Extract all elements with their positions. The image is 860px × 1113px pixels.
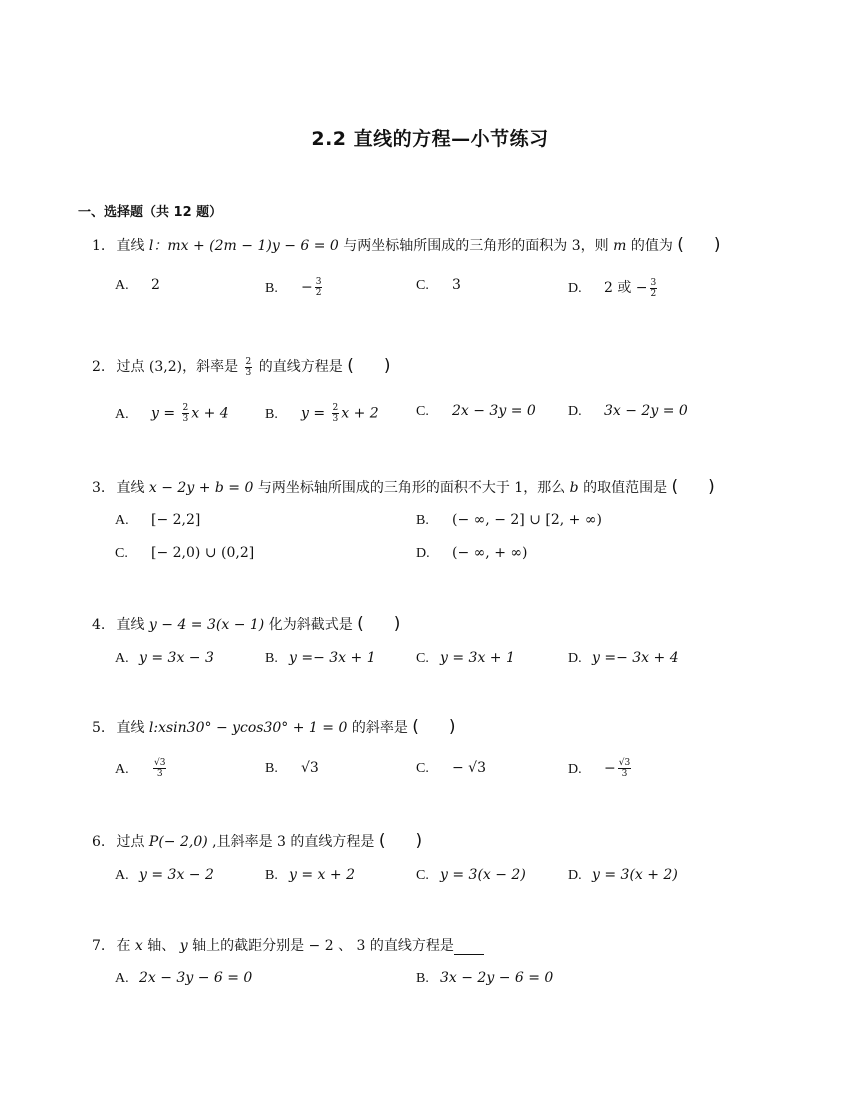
option-c: C. y = 3x + 1 bbox=[416, 650, 515, 666]
question-stem: 化为斜截式是 bbox=[264, 617, 353, 633]
option-a: A. [− 2,2] bbox=[115, 512, 201, 528]
option-d: D. − $\frac{√3}{3}$ bbox=[568, 758, 631, 779]
option-d: D. y =− 3x + 4 bbox=[568, 650, 679, 666]
fraction: $\frac{3}{2}$ bbox=[315, 277, 322, 298]
question-4 bbox=[92, 614, 400, 634]
equation: l:xsin30° − ycos30° + 1 = 0 bbox=[148, 720, 348, 736]
option-a: A. y = 3x − 3 bbox=[115, 650, 214, 666]
option-d: D. (− ∞, + ∞) bbox=[416, 545, 528, 561]
answer-bracket: ( ) bbox=[671, 477, 715, 497]
fraction: $\frac{2}{3}$ bbox=[245, 356, 252, 378]
answer-bracket: ( ) bbox=[412, 717, 456, 737]
variable: y bbox=[179, 938, 188, 954]
question-number: 7. bbox=[92, 938, 106, 954]
option-c: C. [− 2,0) ∪ (0,2] bbox=[115, 545, 255, 561]
option-c: C. − √3 bbox=[416, 760, 487, 776]
question-number: 1. bbox=[92, 238, 106, 254]
equation: x − 2y + b = 0 bbox=[148, 480, 254, 496]
fraction: $\frac{3}{2}$ bbox=[650, 277, 657, 299]
question-stem: 的直线方程是 bbox=[254, 359, 343, 375]
question-7 bbox=[92, 935, 484, 955]
variable: x bbox=[134, 938, 143, 954]
option-b: B. − $\frac{3}{2}$ bbox=[265, 277, 322, 298]
answer-bracket: ( ) bbox=[357, 614, 401, 634]
question-stem: 直线 bbox=[116, 617, 149, 633]
option-a: A. 2 bbox=[115, 277, 160, 293]
question-stem: 的值为 bbox=[626, 238, 673, 254]
option-d: D. 2 或 − $\frac{3}{2}$ bbox=[568, 277, 657, 299]
option-c: C. y = 3(x − 2) bbox=[416, 867, 526, 883]
answer-bracket: ( ) bbox=[378, 831, 423, 851]
answer-blank bbox=[454, 940, 484, 955]
question-stem: 直线 bbox=[116, 238, 149, 254]
fraction: $\frac{√3}{3}$ bbox=[154, 758, 166, 779]
question-stem: 直线 bbox=[116, 480, 149, 496]
option-a: A. y = $\frac{2}{3}$ x + 4 bbox=[115, 403, 229, 424]
answer-bracket: ( ) bbox=[677, 235, 721, 255]
question-stem: 的取值范围是 bbox=[578, 480, 668, 496]
question-stem: 直线 bbox=[116, 720, 149, 736]
question-stem: 的斜率是 bbox=[347, 720, 408, 736]
option-d: D. y = 3(x + 2) bbox=[568, 867, 678, 883]
question-stem: 轴上的截距分别是 − 2 、 3 的直线方程是 bbox=[187, 938, 454, 954]
option-b: B. √3 bbox=[265, 760, 319, 776]
question-number: 4. bbox=[92, 617, 106, 633]
option-d: D. 3x − 2y = 0 bbox=[568, 403, 688, 419]
question-stem: 与两坐标轴所围成的三角形的面积为 3，则 bbox=[338, 238, 614, 254]
option-a: A. $\frac{√3}{3}$ bbox=[115, 758, 166, 779]
question-stem: ,且斜率是 3 的直线方程是 bbox=[207, 834, 375, 850]
option-a: A. y = 3x − 2 bbox=[115, 867, 214, 883]
equation: y − 4 = 3(x − 1) bbox=[148, 617, 265, 633]
option-b: B. y =− 3x + 1 bbox=[265, 650, 376, 666]
question-number: 3. bbox=[92, 480, 106, 496]
fraction: $\frac{√3}{3}$ bbox=[618, 758, 631, 779]
question-stem: 轴、 bbox=[142, 938, 180, 954]
option-c: C. 3 bbox=[416, 277, 461, 293]
variable: b bbox=[569, 480, 579, 496]
question-number: 6. bbox=[92, 834, 106, 850]
page-title: 2.2 直线的方程—小节练习 bbox=[311, 128, 549, 150]
equation: P(− 2,0) bbox=[148, 834, 208, 850]
question-stem: 过点 (3,2)，斜率是 bbox=[116, 359, 243, 375]
option-b: B. y = $\frac{2}{3}$ x + 2 bbox=[265, 403, 379, 424]
question-5 bbox=[92, 717, 456, 737]
option-c: C. 2x − 3y = 0 bbox=[416, 403, 536, 419]
option-b: B. 3x − 2y − 6 = 0 bbox=[416, 970, 554, 986]
answer-bracket: ( ) bbox=[347, 356, 391, 376]
fraction: $\frac{2}{3}$ bbox=[332, 403, 339, 424]
variable: m bbox=[613, 238, 627, 254]
equation: l：mx + (2m − 1)y − 6 = 0 bbox=[148, 238, 339, 254]
question-6 bbox=[92, 831, 422, 851]
section-heading: 一、选择题（共 12 题） bbox=[78, 205, 223, 220]
question-2 bbox=[92, 356, 390, 378]
question-number: 2. bbox=[92, 359, 106, 375]
question-stem: 在 bbox=[116, 938, 135, 954]
option-b: B. (− ∞, − 2] ∪ [2, + ∞) bbox=[416, 512, 602, 528]
question-3 bbox=[92, 477, 715, 497]
question-1 bbox=[92, 235, 721, 255]
question-stem: 过点 bbox=[116, 834, 149, 850]
question-stem: 与两坐标轴所围成的三角形的面积不大于 1，那么 bbox=[253, 480, 570, 496]
option-b: B. y = x + 2 bbox=[265, 867, 355, 883]
question-number: 5. bbox=[92, 720, 106, 736]
option-a: A. 2x − 3y − 6 = 0 bbox=[115, 970, 253, 986]
fraction: $\frac{2}{3}$ bbox=[182, 403, 189, 424]
